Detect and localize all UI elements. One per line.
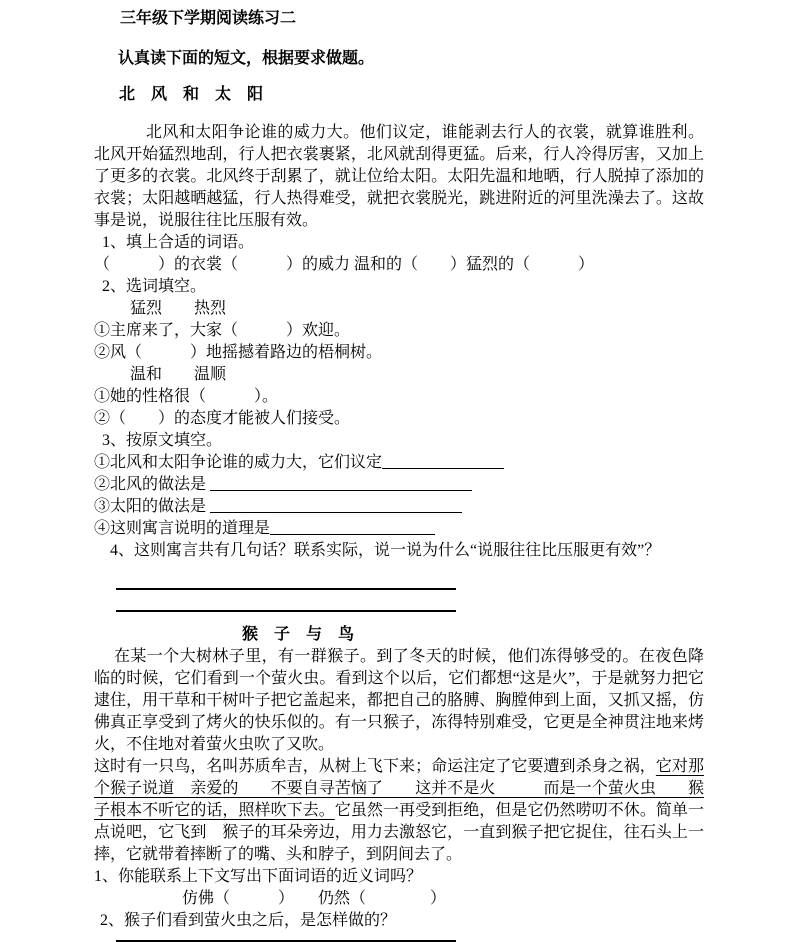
- story2-plain-text: 这时有一只鸟，名叫苏质牟吉，从树上飞下来；命运注定了它要遭到杀身之祸，: [94, 758, 656, 775]
- s2-q1-synonym-line: 仿佛（ ） 仍然（ ）: [182, 890, 447, 907]
- s1-q2-item-2: ②风（ ）地摇撼着路边的梧桐树。: [94, 344, 383, 361]
- s1-q2-word-bank-2: 温和 温顺: [130, 366, 227, 383]
- s1-q2-item-3: ①她的性格很（ ）。: [94, 388, 279, 405]
- s1-question1-label: 1、填上合适的词语。: [102, 234, 255, 251]
- s2-question2-label: 2、猴子们看到萤火虫之后，是怎样做的？: [100, 912, 397, 929]
- story2-underlined-dialogue: 它对那个猴子说道 亲爱的 不要自寻苦恼了 这并不是火 而是一个萤火虫 猴子根本不听它的话，照样吹下去。: [94, 758, 704, 819]
- s1-q3-item-3: [94, 496, 704, 518]
- story2-text-part1: 在某一个大树林子里，有一群猴子。到了冬天的时候，他们冻得够受的。在夜色降临的时候，它们看到一个萤火虫。看到这个以后，它们都想“这是火”，于是就努力把它逮住，用干草和干树叶子把它盖起来，都把自己的胳膊、胸膛伸到上面，又抓又摇，仿佛真正享受到了烤火的快乐似的。有一只猴子，冻得特别难受，它更是全神贯注地来烤火，不住地对着萤火虫吹了又吹。: [94, 648, 704, 753]
- story1-title: 北 风 和 太 阳: [119, 86, 264, 103]
- s1-q2-item-1: ①主席来了，大家（ ）欢迎。: [94, 322, 351, 339]
- s1-question2-label: 2、选词填空。: [102, 278, 207, 295]
- s2-question1-label: 1、你能联系上下文写出下面词语的近义词吗？: [94, 868, 423, 885]
- page-title: 三年级下学期阅读练习二: [120, 10, 297, 27]
- s1-q2-word-bank-1: 猛烈 热烈: [130, 300, 227, 317]
- s1-q3-item-4-text: ④这则寓言说明的道理是: [94, 520, 271, 537]
- instruction-text: 认真读下面的短文，根据要求做题。: [118, 50, 375, 67]
- story2-title: 猴 子 与 鸟: [242, 626, 355, 643]
- answer-blank: [210, 475, 472, 491]
- s1-q3-item-2-text: ②北风的做法是: [94, 476, 211, 493]
- s1-q2-item-4: ②（ ）的态度才能被人们接受。: [94, 410, 351, 427]
- story2-text-part2: [94, 756, 704, 866]
- s1-q3-item-2: [94, 474, 704, 496]
- s1-q3-item-1-text: ①北风和太阳争论谁的威力大，它们议定: [94, 454, 383, 471]
- answer-line: [116, 568, 456, 590]
- s1-q3-item-4: [94, 518, 704, 540]
- story1-text: 北风和太阳争论谁的威力大。他们议定，谁能剥去行人的衣裳，就算谁胜利。北风开始猛烈地刮，行人把衣裳裹紧，北风就刮得更猛。后来，行人冷得厉害，又加上了更多的衣裳。北风终于刮累了，就让位给太阳。太阳先温和地晒，行人脱掉了添加的衣裳；太阳越晒越猛，行人热得难受，就把衣裳脱光，跳进附近的河里洗澡去了。这故事是说，说服往往比压服有效。: [94, 124, 704, 229]
- s1-q3-item-3-text: ③太阳的做法是: [94, 498, 211, 515]
- s1-q3-item-1: [94, 452, 704, 474]
- answer-blank: [270, 519, 435, 535]
- story2-plain-text-end: 它虽然一再受到拒绝，但是它仍然唠叨不休。简单一点说吧，它飞到 猴子的耳朵旁边，用力去激怒它，一直到猴子把它捉住，往石头上一摔，它就带着摔断了的嘴、头和脖子，到阴间去了。: [94, 802, 704, 863]
- answer-line: [116, 590, 456, 612]
- answer-blank: [210, 497, 462, 513]
- s1-question1-fill-line: （ ）的衣裳（ ）的威力 温和的（ ）猛烈的（ ）: [94, 256, 595, 273]
- answer-blank: [382, 453, 504, 469]
- answer-line: [116, 932, 456, 942]
- s1-question3-label: 3、按原文填空。: [102, 432, 223, 449]
- s1-question4-label: 4、这则寓言共有几句话？联系实际，说一说为什么“说服往往比压服更有效”？: [110, 542, 661, 559]
